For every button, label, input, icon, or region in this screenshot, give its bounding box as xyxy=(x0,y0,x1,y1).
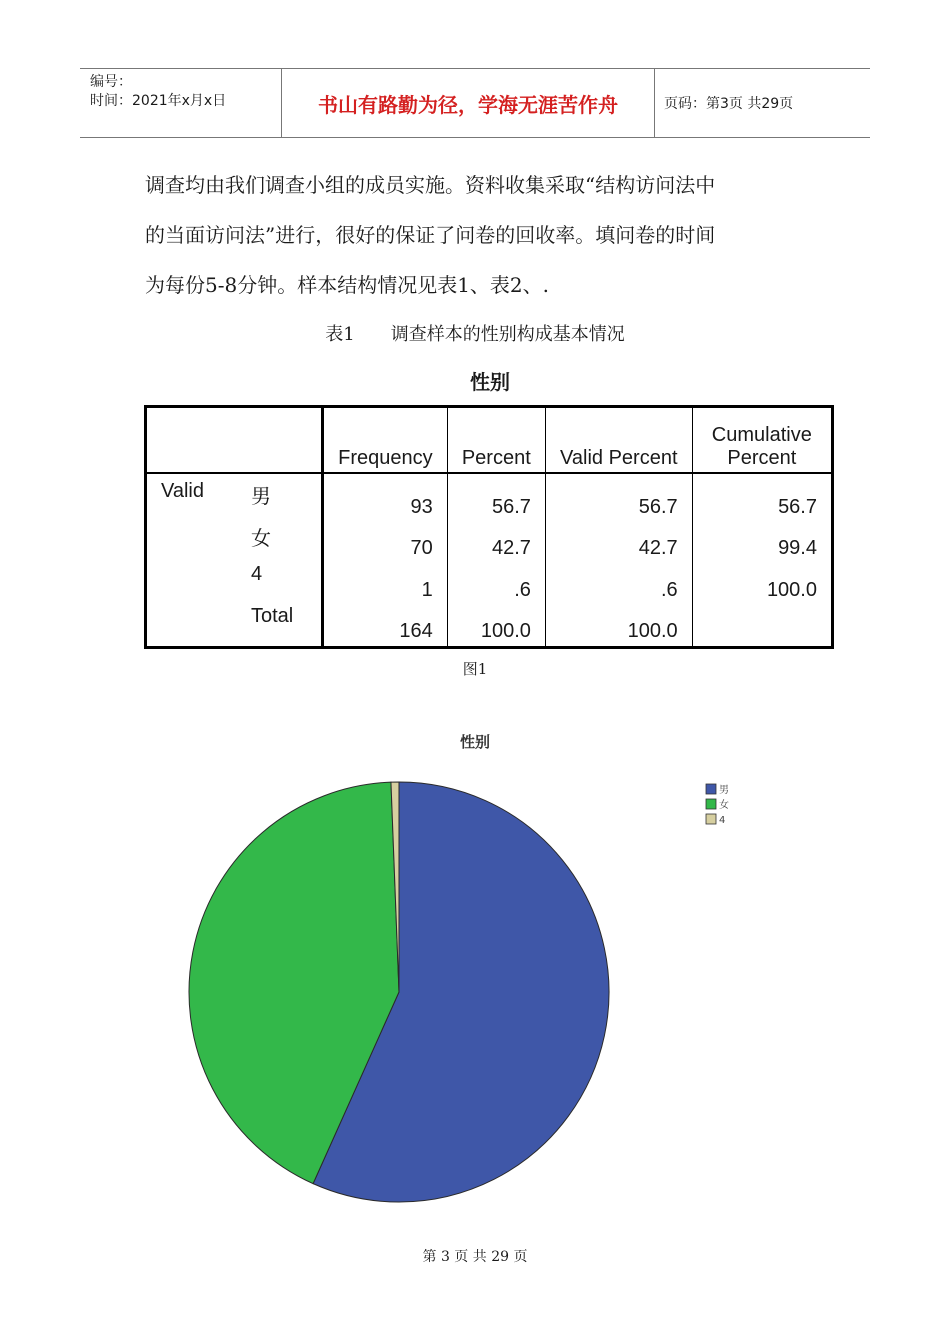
table-row-total xyxy=(146,605,833,648)
chart-title: 性别 xyxy=(459,733,491,751)
cell-percent: 42.7 xyxy=(447,522,545,564)
row-label: 4 xyxy=(241,563,323,605)
cell-frequency: 93 xyxy=(323,473,448,522)
cell-frequency: 1 xyxy=(323,563,448,605)
cell-cumulative xyxy=(692,605,832,648)
table-row xyxy=(146,522,833,564)
paragraph-line: 为每份5-8分钟。样本结构情况见表1、表2、. xyxy=(145,273,550,297)
cell-valid-percent: 100.0 xyxy=(545,605,692,648)
table-header-row xyxy=(146,407,833,474)
legend-swatch xyxy=(706,799,716,809)
body-paragraph xyxy=(145,160,825,310)
cell-valid-percent: 56.7 xyxy=(545,473,692,522)
cell-valid-percent: .6 xyxy=(545,563,692,605)
table-title: 性别 xyxy=(470,370,510,394)
table-row xyxy=(146,473,833,522)
legend-label: 男 xyxy=(719,785,729,796)
cell-percent: 56.7 xyxy=(447,473,545,522)
header-cumulative-percent: Cumulative Percent xyxy=(692,407,832,474)
header-stub xyxy=(241,407,323,474)
frequency-table xyxy=(144,405,834,649)
cell-valid-percent: 42.7 xyxy=(545,522,692,564)
cell-percent: .6 xyxy=(447,563,545,605)
cell-frequency: 70 xyxy=(323,522,448,564)
header-percent: Percent xyxy=(447,407,545,474)
header-motto: 书山有路勤为径，学海无涯苦作舟 xyxy=(281,69,655,137)
cell-cumulative: 99.4 xyxy=(692,522,832,564)
paragraph-line: 调查均由我们调查小组的成员实施。资料收集采取“结构访问法中 xyxy=(145,173,716,197)
page-header xyxy=(80,68,870,138)
cell-cumulative: 56.7 xyxy=(692,473,832,522)
cell-frequency: 164 xyxy=(323,605,448,648)
cell-cumulative: 100.0 xyxy=(692,563,832,605)
header-valid-percent: Valid Percent xyxy=(545,407,692,474)
header-meta xyxy=(80,69,280,137)
legend-swatch xyxy=(706,814,716,824)
cell-percent: 100.0 xyxy=(447,605,545,648)
pie-slices xyxy=(189,782,609,1202)
row-label: 女 xyxy=(241,522,323,564)
legend-label: 4 xyxy=(719,815,726,826)
number-label: 编号： xyxy=(90,74,132,90)
time-label: 时间：2021年x月x日 xyxy=(90,93,227,109)
header-stub xyxy=(146,407,242,474)
page-footer: 第 3 页 共 29 页 xyxy=(422,1249,528,1265)
table-caption: 表1 调查样本的性别构成基本情况 xyxy=(325,324,625,345)
table-row xyxy=(146,563,833,605)
header-page-info: 页码：第3页 共29页 xyxy=(664,96,794,112)
header-frequency: Frequency xyxy=(323,407,448,474)
group-label: Valid xyxy=(146,473,242,522)
pie-chart xyxy=(150,720,800,1220)
paragraph-line: 的当面访问法”进行，很好的保证了问卷的回收率。填问卷的时间 xyxy=(145,223,716,247)
legend-swatch xyxy=(706,784,716,794)
row-label: Total xyxy=(241,605,323,648)
figure-caption: 图1 xyxy=(462,660,488,678)
legend-label: 女 xyxy=(719,800,729,811)
row-label: 男 xyxy=(241,473,323,522)
chart-legend xyxy=(706,784,729,826)
